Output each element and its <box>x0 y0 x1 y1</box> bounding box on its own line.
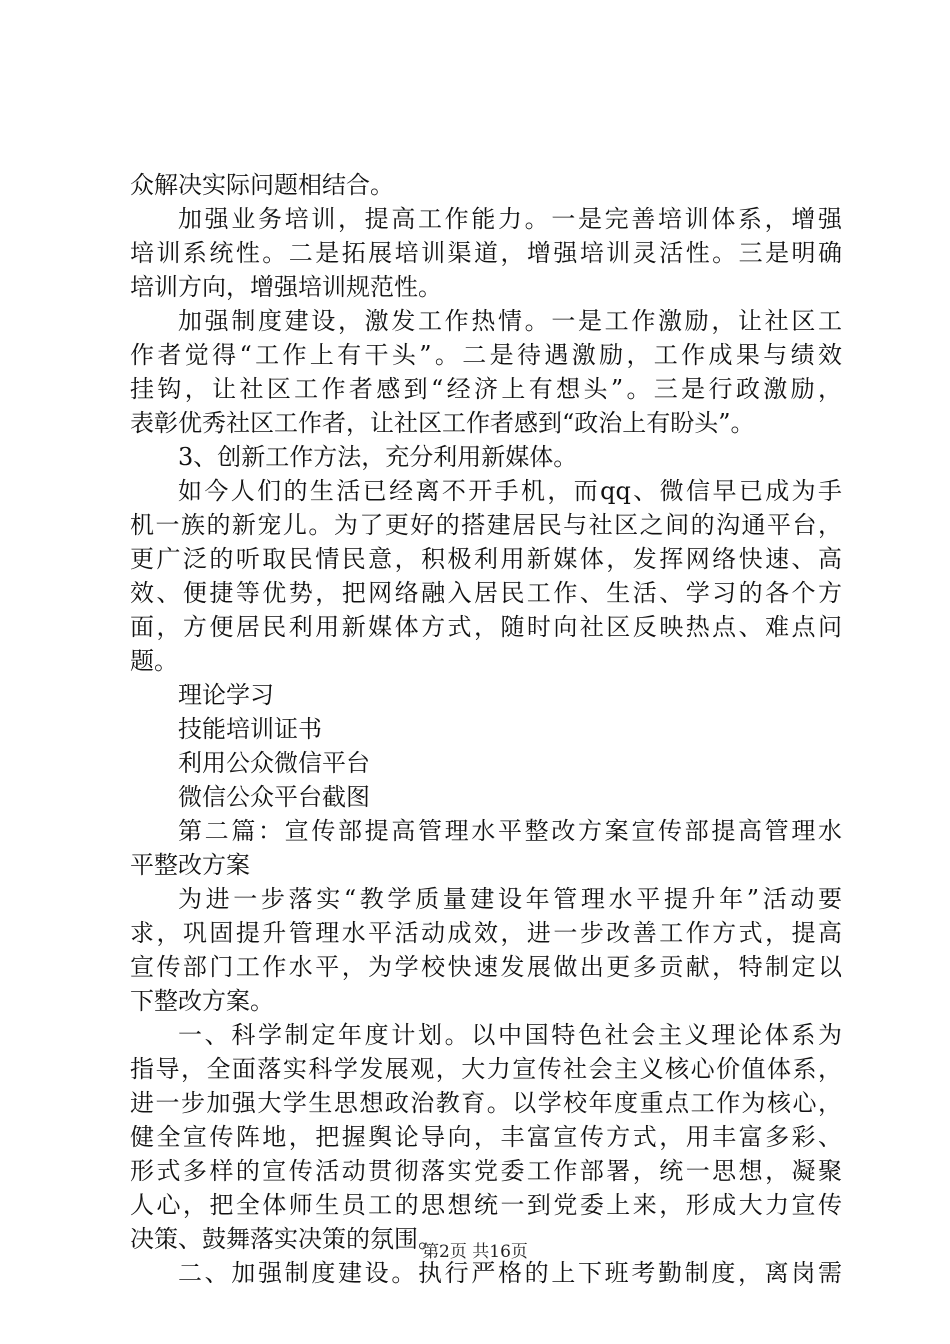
text-line: 加强业务培训，提高工作能力。一是完善培训体系，增强 <box>178 205 842 233</box>
text-line: 下整改方案。 <box>130 987 274 1015</box>
text-line: 为进一步落实“教学质量建设年管理水平提升年”活动要 <box>178 885 842 913</box>
text-line: 形式多样的宣传活动贯彻落实党委工作部署，统一思想，凝聚 <box>130 1157 842 1185</box>
text-line: 指导，全面落实科学发展观，大力宣传社会主义核心价值体系， <box>130 1055 842 1083</box>
text-line: 培训系统性。二是拓展培训渠道，增强培训灵活性。三是明确 <box>130 239 842 267</box>
text-line: 决策、鼓舞落实决策的氛围。 <box>130 1225 442 1253</box>
text-line: 面，方便居民利用新媒体方式，随时向社区反映热点、难点问 <box>130 613 842 641</box>
text-line: 利用公众微信平台 <box>178 749 370 777</box>
text-line: 一、科学制定年度计划。以中国特色社会主义理论体系为 <box>178 1021 842 1049</box>
text-line: 人心，把全体师生员工的思想统一到党委上来，形成大力宣传 <box>130 1191 842 1219</box>
text-line: 更广泛的听取民情民意，积极利用新媒体，发挥网络快速、高 <box>130 545 842 573</box>
text-line: 挂钩，让社区工作者感到“经济上有想头”。三是行政激励， <box>130 375 842 403</box>
text-line: 如今人们的生活已经离不开手机，而qq、微信早已成为手 <box>178 477 842 505</box>
text-line: 进一步加强大学生思想政治教育。以学校年度重点工作为核心， <box>130 1089 842 1117</box>
text-line: 技能培训证书 <box>178 715 322 743</box>
text-line: 众解决实际问题相结合。 <box>130 171 394 199</box>
text-line: 题。 <box>130 647 178 675</box>
text-line: 宣传部门工作水平，为学校快速发展做出更多贡献，特制定以 <box>130 953 842 981</box>
text-line: 作者觉得“工作上有干头”。二是待遇激励，工作成果与绩效 <box>130 341 842 369</box>
text-line: 3、创新工作方法，充分利用新媒体。 <box>178 443 578 471</box>
text-line: 培训方向，增强培训规范性。 <box>130 273 442 301</box>
text-line: 求，巩固提升管理水平活动成效，进一步改善工作方式，提高 <box>130 919 842 947</box>
text-line: 理论学习 <box>178 681 274 709</box>
text-line: 第二篇：宣传部提高管理水平整改方案宣传部提高管理水 <box>178 817 842 845</box>
text-line: 平整改方案 <box>130 851 250 879</box>
text-line: 机一族的新宠儿。为了更好的搭建居民与社区之间的沟通平台， <box>130 511 842 539</box>
text-line: 二、加强制度建设。执行严格的上下班考勤制度，离岗需 <box>178 1259 842 1287</box>
text-line: 效、便捷等优势，把网络融入居民工作、生活、学习的各个方 <box>130 579 842 607</box>
text-line: 微信公众平台截图 <box>178 783 370 811</box>
text-line: 加强制度建设，激发工作热情。一是工作激励，让社区工 <box>178 307 842 335</box>
text-line: 健全宣传阵地，把握舆论导向，丰富宣传方式，用丰富多彩、 <box>130 1123 842 1151</box>
text-line: 表彰优秀社区工作者，让社区工作者感到“政治上有盼头”。 <box>130 409 755 437</box>
document-body <box>130 168 842 1290</box>
page-footer: 第2页 共16页 <box>422 1242 528 1262</box>
